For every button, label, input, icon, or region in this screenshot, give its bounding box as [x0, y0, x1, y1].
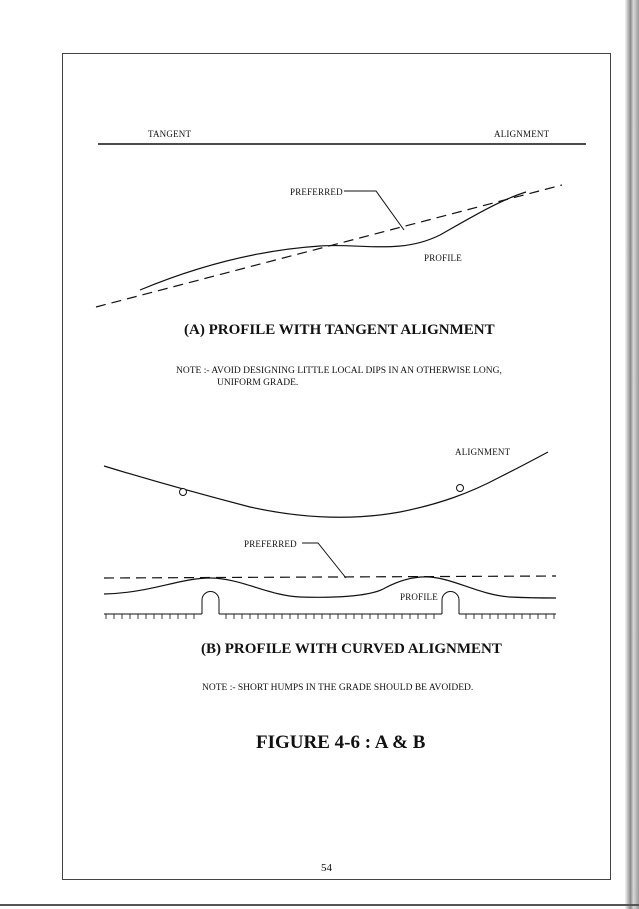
- preferred-label-b: PREFERRED: [244, 539, 297, 549]
- note-a-line1: NOTE :- AVOID DESIGNING LITTLE LOCAL DIPS IN AN OTHERWISE LONG,: [176, 366, 502, 376]
- profile-curve-a: [140, 192, 526, 290]
- preferred-grade-line-b: [104, 576, 556, 578]
- ground-line: [104, 592, 556, 615]
- profile-label-b: PROFILE: [400, 592, 438, 602]
- ground-ticks: [106, 614, 554, 619]
- profile-curve-b: [104, 577, 556, 598]
- figure-title: FIGURE 4-6 : A & B: [256, 732, 426, 753]
- curve-point-pt: [457, 485, 464, 492]
- curved-alignment: [104, 452, 548, 517]
- alignment-label-b: ALIGNMENT: [455, 447, 511, 457]
- culvert-right: [442, 592, 459, 615]
- tangent-label: TANGENT: [148, 129, 192, 139]
- culvert-left: [202, 592, 219, 615]
- profile-label-a: PROFILE: [424, 253, 462, 263]
- note-b: NOTE :- SHORT HUMPS IN THE GRADE SHOULD BE AVOIDED.: [202, 683, 474, 693]
- page-number: 54: [321, 862, 332, 874]
- preferred-label-a: PREFERRED: [290, 187, 343, 197]
- preferred-leader-b: [302, 543, 346, 578]
- alignment-label-a: ALIGNMENT: [494, 129, 550, 139]
- heading-b: (B) PROFILE WITH CURVED ALIGNMENT: [201, 641, 502, 657]
- heading-a: (A) PROFILE WITH TANGENT ALIGNMENT: [184, 322, 495, 338]
- note-a-line2: UNIFORM GRADE.: [217, 378, 299, 388]
- curve-point-pc: [180, 489, 187, 496]
- preferred-leader-a: [344, 191, 404, 230]
